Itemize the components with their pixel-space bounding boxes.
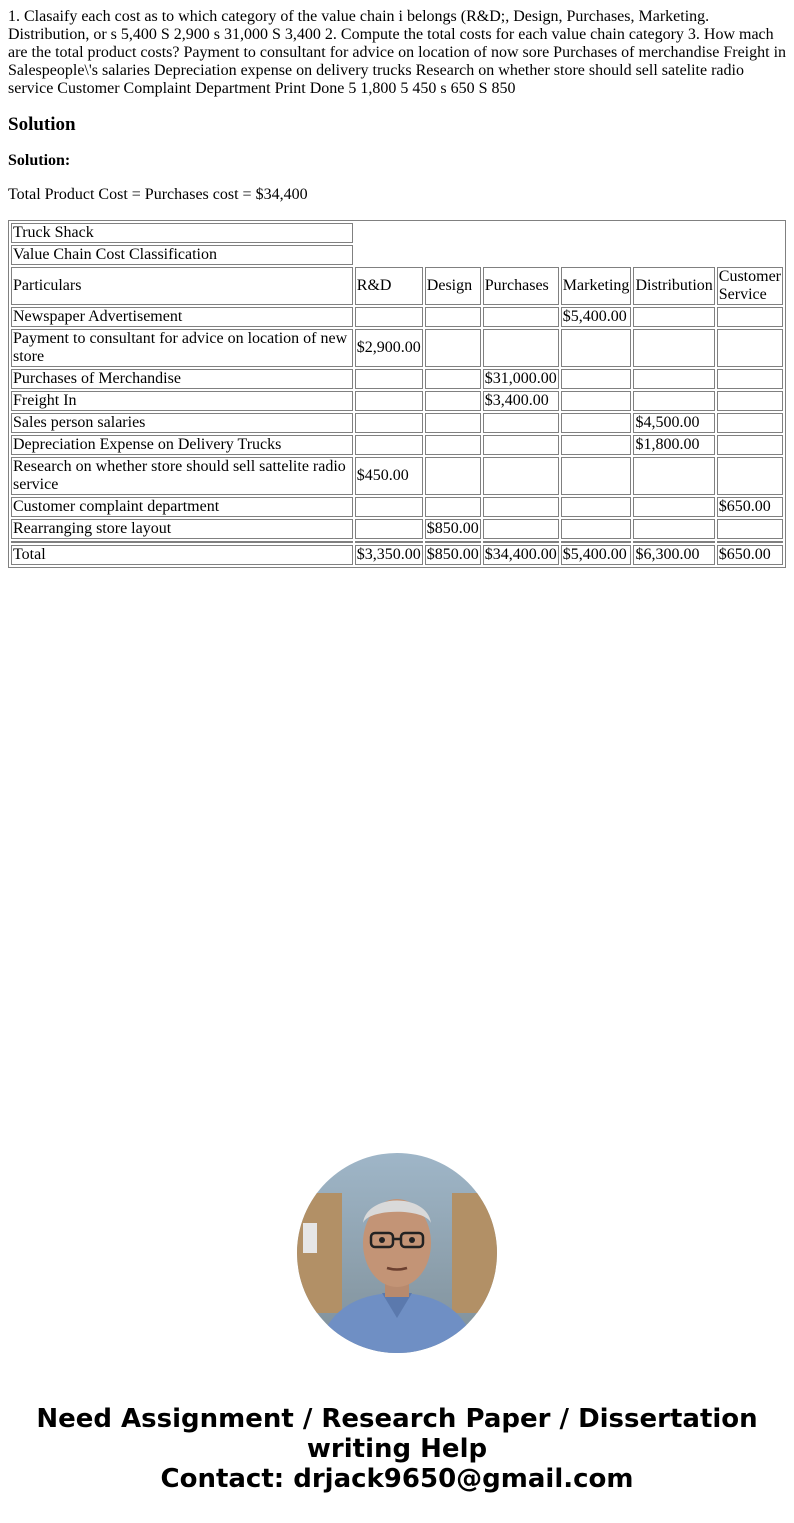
row-amount [561, 369, 632, 389]
row-amount [717, 435, 783, 455]
total-row [11, 545, 783, 565]
row-amount: $31,000.00 [484, 370, 557, 387]
header-design: Design [425, 267, 481, 305]
total-distribution: $6,300.00 [633, 545, 714, 565]
document-body [0, 0, 794, 568]
header-marketing: Marketing [561, 267, 632, 305]
promo-line-1: Need Assignment / Research Paper / Dissertation [36, 1404, 758, 1434]
row-particular: Newspaper Advertisement [11, 307, 353, 327]
total-customer-service: $650.00 [717, 545, 783, 565]
row-particular: Sales person salaries [11, 413, 353, 433]
row-amount: $5,400.00 [561, 307, 632, 327]
total-design: $850.00 [426, 546, 479, 563]
solution-heading: Solution [8, 114, 76, 135]
row-amount [717, 457, 783, 495]
header-distribution: Distribution [633, 267, 714, 305]
value-chain-table [8, 220, 786, 568]
row-particular: Freight In [11, 391, 353, 411]
row-amount [633, 369, 714, 389]
table-row [11, 457, 783, 495]
tutor-avatar [297, 1153, 497, 1353]
table-row [11, 391, 783, 411]
header-particulars: Particulars [11, 267, 353, 305]
row-amount: $650.00 [717, 497, 783, 517]
row-amount [717, 391, 783, 411]
row-amount [561, 413, 632, 433]
row-amount [425, 497, 481, 517]
row-particular: Rearranging store layout [11, 519, 353, 539]
row-amount [483, 497, 559, 517]
row-amount [633, 307, 714, 327]
header-customer-service: Customer Service [718, 268, 781, 303]
row-amount [633, 497, 714, 517]
row-amount [483, 307, 559, 327]
row-amount [561, 457, 632, 495]
header-rnd: R&D [355, 267, 423, 305]
table-row [11, 413, 783, 433]
row-amount [355, 307, 423, 327]
row-particular: Research on whether store should sell sattelite radio service [11, 457, 353, 495]
row-amount [355, 497, 423, 517]
row-amount [483, 413, 559, 433]
row-amount [483, 435, 559, 455]
table-row [11, 519, 783, 539]
row-amount [355, 369, 423, 389]
table-row [11, 435, 783, 455]
total-product-cost-line: Total Product Cost = Purchases cost = $34,400 [8, 186, 308, 203]
promo-contact: Contact: drjack9650@gmail.com [160, 1464, 634, 1494]
row-amount [425, 457, 481, 495]
promo-line-2: writing Help [306, 1434, 488, 1464]
row-amount [633, 329, 714, 367]
promo-banner [0, 1404, 794, 1494]
row-amount [717, 369, 783, 389]
header-row [11, 267, 783, 305]
row-amount [425, 307, 481, 327]
total-rnd: $3,350.00 [356, 546, 421, 563]
row-amount: $4,500.00 [633, 413, 714, 433]
question-text: 1. Clasaify each cost as to which category of the value chain i belongs (R&D;, Design, Purchases, Marketing. Distribution, or s 5,400 S 2,900 s 31,000 S 3,400 2. Compute the total costs for each value chain category 3. How mach are the total product costs? Payment to consultant for advice on location of now sore Purchases of merchandise Freight in Salespeople\'s salaries Depreciation expense on delivery trucks Research on whether store should sell satelite radio service Customer Complaint Department Print Done 5 1,800 5 450 s 650 S 850 [8, 8, 787, 97]
company-row [11, 223, 783, 243]
row-amount [355, 519, 423, 539]
row-particular: Purchases of Merchandise [11, 369, 353, 389]
row-amount [561, 391, 632, 411]
row-particular: Payment to consultant for advice on location of new store [11, 329, 353, 367]
solution-subheading: Solution: [8, 152, 71, 169]
table-row [11, 497, 783, 517]
row-amount: $450.00 [355, 457, 423, 495]
row-amount [483, 329, 559, 367]
row-amount [355, 435, 423, 455]
row-amount [483, 519, 559, 539]
row-amount [425, 369, 481, 389]
row-amount [355, 413, 423, 433]
row-amount [633, 519, 714, 539]
row-amount [425, 413, 481, 433]
table-subtitle: Value Chain Cost Classification [11, 245, 353, 265]
row-amount [483, 457, 559, 495]
row-amount: $2,900.00 [355, 329, 423, 367]
table-row [11, 329, 783, 367]
total-label: Total [11, 545, 353, 565]
header-purchases: Purchases [483, 267, 559, 305]
total-marketing: $5,400.00 [561, 545, 632, 565]
tutor-portrait-icon [297, 1153, 497, 1353]
row-amount [633, 391, 714, 411]
row-amount [561, 497, 632, 517]
row-amount [425, 391, 481, 411]
row-amount: $850.00 [426, 520, 479, 537]
row-amount [355, 391, 423, 411]
row-amount [561, 519, 632, 539]
table-row [11, 369, 783, 389]
separator-row [11, 541, 783, 543]
row-amount [717, 329, 783, 367]
row-amount [425, 435, 481, 455]
subtitle-row [11, 245, 783, 265]
company-name: Truck Shack [11, 223, 353, 243]
row-amount [717, 307, 783, 327]
row-amount [425, 329, 481, 367]
row-amount [717, 413, 783, 433]
row-particular: Customer complaint department [11, 497, 353, 517]
table-row [11, 307, 783, 327]
row-particular: Depreciation Expense on Delivery Trucks [11, 435, 353, 455]
row-amount [633, 457, 714, 495]
total-purchases: $34,400.00 [484, 546, 557, 563]
row-amount: $3,400.00 [483, 391, 559, 411]
row-amount [717, 519, 783, 539]
row-amount: $1,800.00 [633, 435, 714, 455]
row-amount [561, 435, 632, 455]
row-amount [561, 329, 632, 367]
